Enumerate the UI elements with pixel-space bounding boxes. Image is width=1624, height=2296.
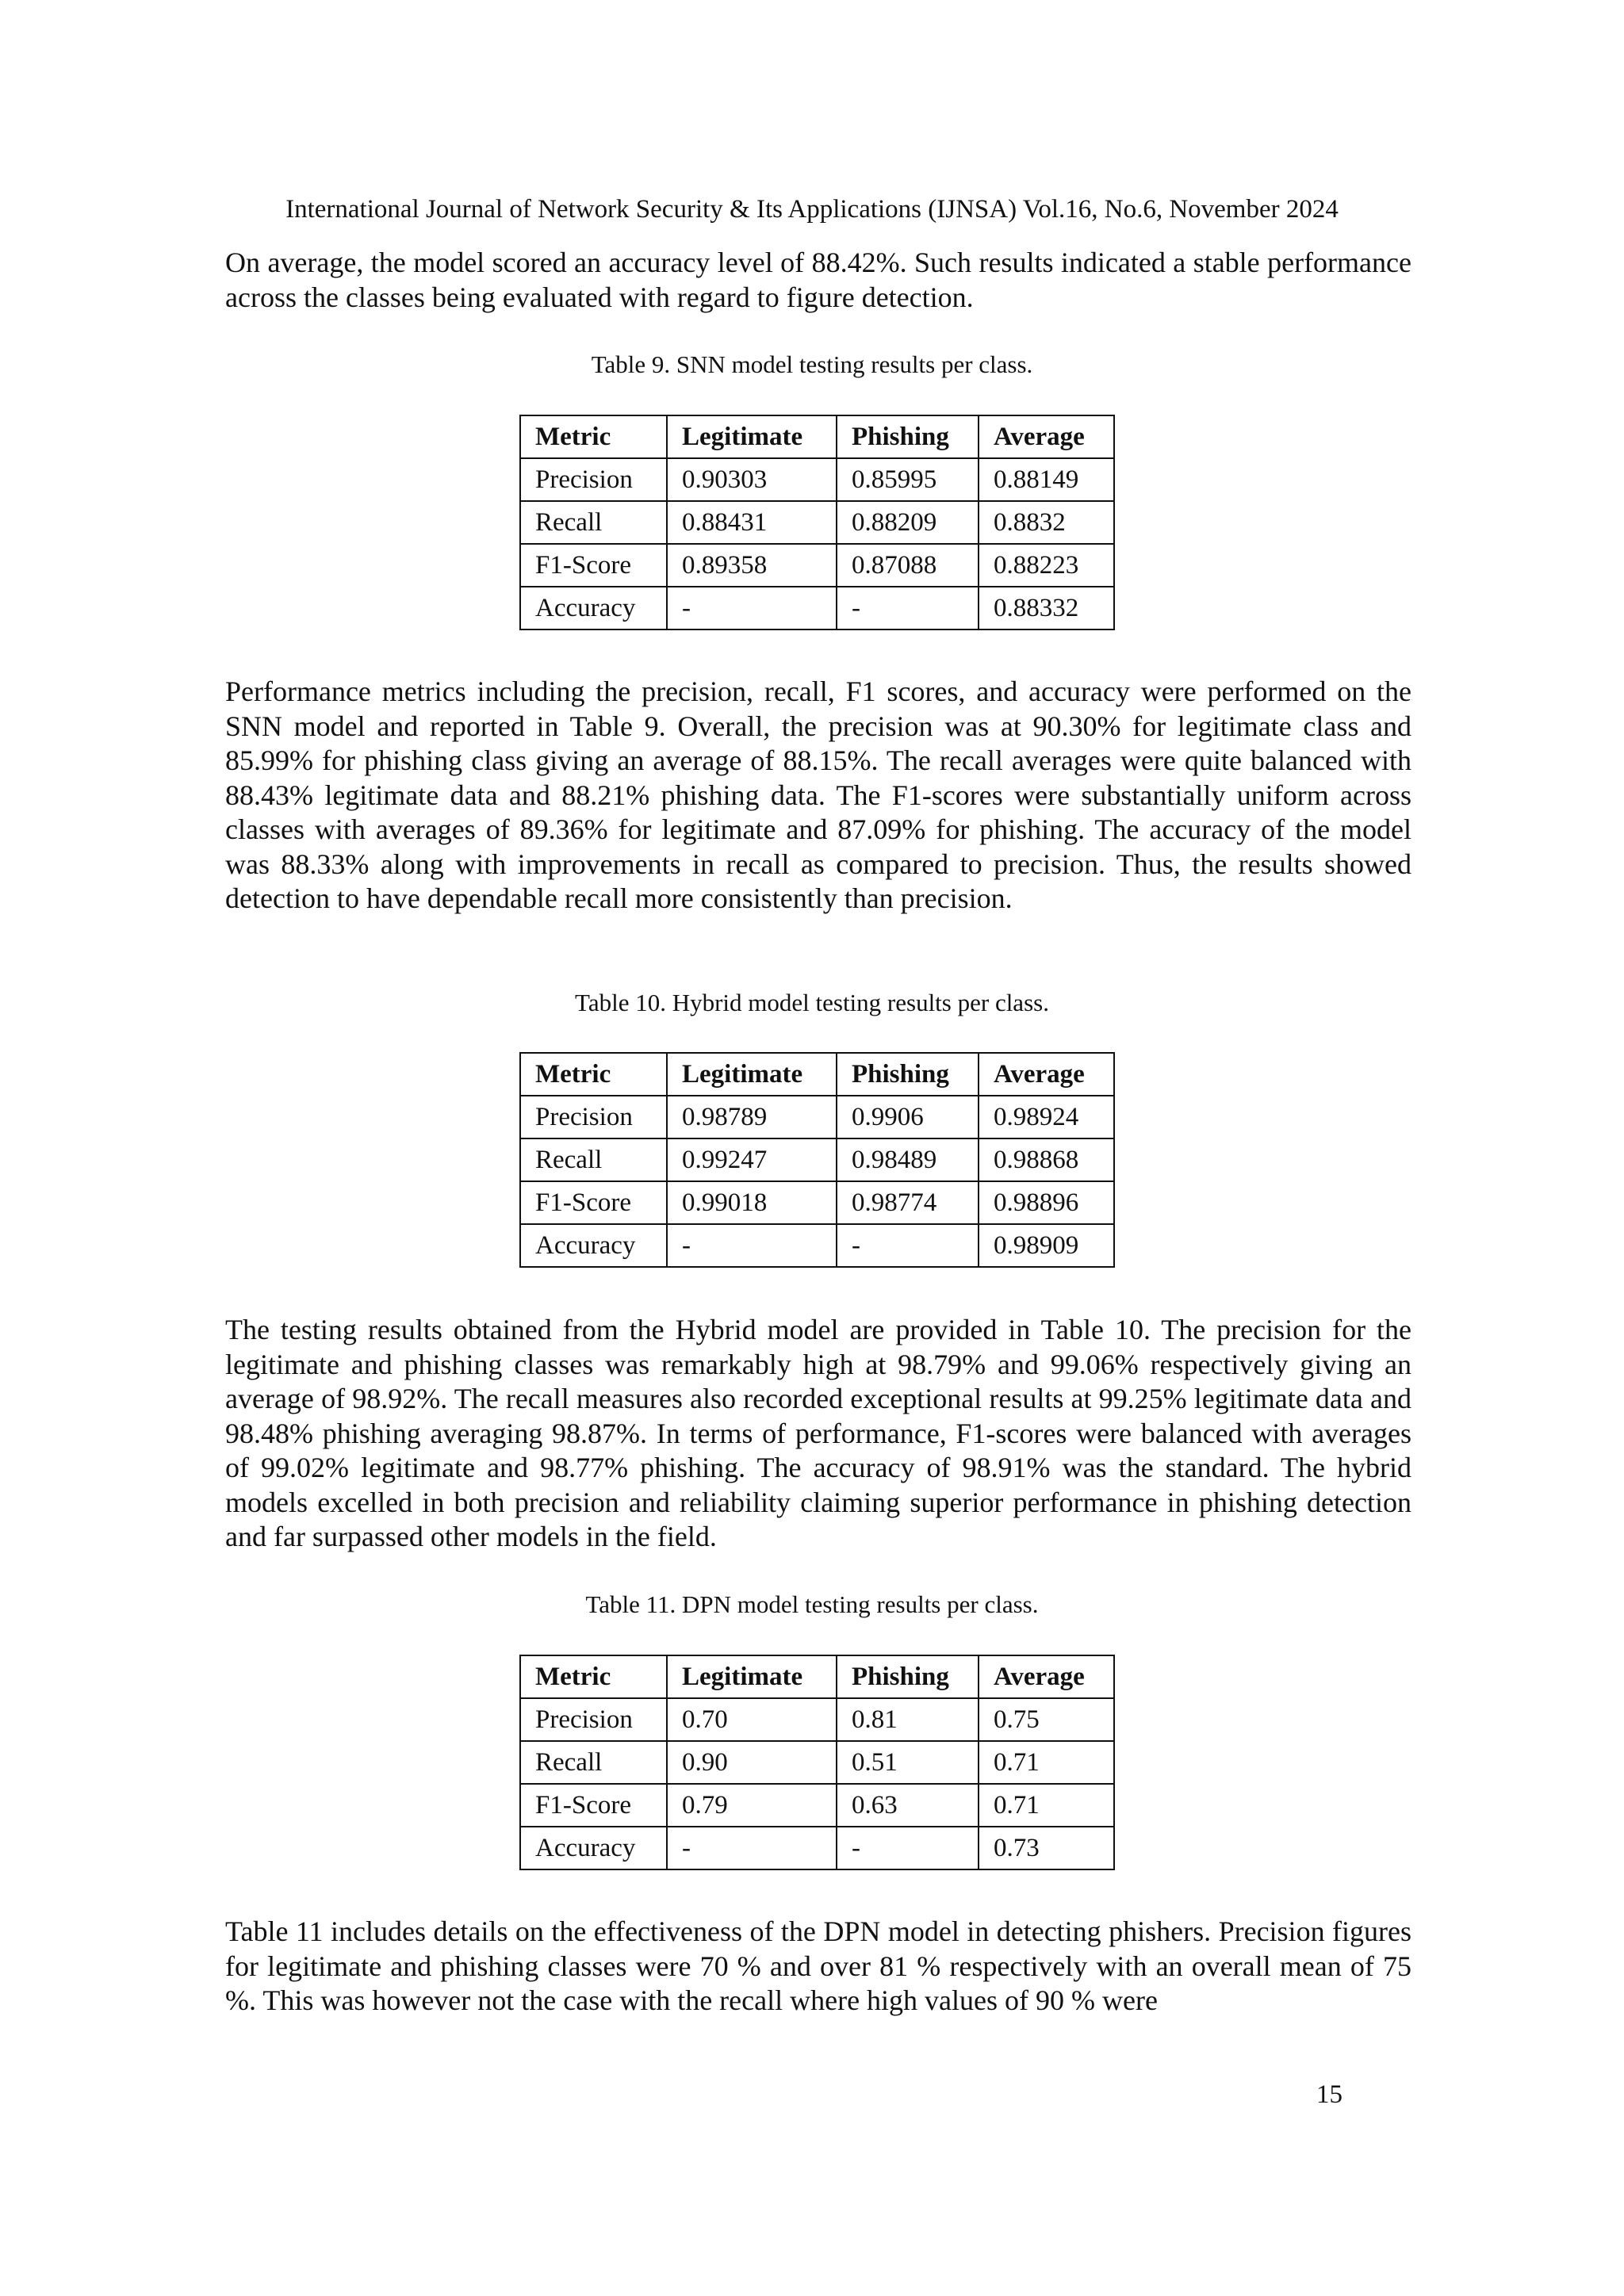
value-cell: 0.98774 <box>837 1181 979 1224</box>
table-9 <box>519 415 1115 630</box>
table-row <box>520 1138 1114 1181</box>
column-header: Phishing <box>837 1053 979 1096</box>
table-row <box>520 1827 1114 1869</box>
value-cell: 0.71 <box>979 1741 1114 1784</box>
table-header-row <box>520 415 1114 458</box>
value-cell: 0.88209 <box>837 501 979 544</box>
table-row <box>520 1096 1114 1138</box>
value-cell: 0.90303 <box>667 458 837 501</box>
column-header: Phishing <box>837 1655 979 1698</box>
metric-cell: F1-Score <box>520 544 667 587</box>
value-cell: 0.8832 <box>979 501 1114 544</box>
value-cell: 0.71 <box>979 1784 1114 1827</box>
value-cell: 0.87088 <box>837 544 979 587</box>
paragraph-dpn-discussion: Table 11 includes details on the effectiveness of the DPN model in detecting phishers. Precision figures for legitimate and phishing classes were 70 % and over 81 % respectively with an overall mean of 75 %. This was however not the case with the recall where high values of 90 % were <box>225 1915 1411 2016</box>
value-cell: 0.88431 <box>667 501 837 544</box>
metric-cell: Recall <box>520 1138 667 1181</box>
table-row <box>520 587 1114 629</box>
metric-cell: Precision <box>520 458 667 501</box>
value-cell: 0.98868 <box>979 1138 1114 1181</box>
table-9-caption: Table 9. SNN model testing results per class. <box>591 350 1033 378</box>
value-cell: 0.79 <box>667 1784 837 1827</box>
metric-cell: Recall <box>520 1741 667 1784</box>
value-cell: 0.81 <box>837 1698 979 1741</box>
metric-cell: Accuracy <box>520 1827 667 1869</box>
column-header: Average <box>979 1053 1114 1096</box>
value-cell: 0.88223 <box>979 544 1114 587</box>
value-cell: 0.51 <box>837 1741 979 1784</box>
value-cell: 0.99018 <box>667 1181 837 1224</box>
table-11-caption: Table 11. DPN model testing results per class. <box>585 1590 1039 1618</box>
column-header: Legitimate <box>667 1655 837 1698</box>
table-row <box>520 1698 1114 1741</box>
value-cell: - <box>837 1827 979 1869</box>
column-header: Metric <box>520 1053 667 1096</box>
value-cell: 0.98489 <box>837 1138 979 1181</box>
table-row <box>520 1224 1114 1267</box>
table-row <box>520 458 1114 501</box>
table-row <box>520 501 1114 544</box>
paragraph-intro: On average, the model scored an accuracy level of 88.42%. Such results indicated a stable performance across the classes being evaluated with regard to figure detection. <box>225 247 1411 313</box>
column-header: Legitimate <box>667 415 837 458</box>
table-row <box>520 1741 1114 1784</box>
value-cell: - <box>667 1827 837 1869</box>
metric-cell: F1-Score <box>520 1181 667 1224</box>
value-cell: - <box>667 587 837 629</box>
metric-cell: Recall <box>520 501 667 544</box>
value-cell: 0.98789 <box>667 1096 837 1138</box>
journal-header: International Journal of Network Security & Its Applications (IJNSA) Vol.16, No.6, November 2024 <box>285 195 1339 224</box>
value-cell: 0.88332 <box>979 587 1114 629</box>
value-cell: 0.85995 <box>837 458 979 501</box>
table-row <box>520 1181 1114 1224</box>
table-header-row <box>520 1053 1114 1096</box>
value-cell: - <box>837 587 979 629</box>
value-cell: 0.70 <box>667 1698 837 1741</box>
column-header: Average <box>979 1655 1114 1698</box>
metric-cell: Accuracy <box>520 1224 667 1267</box>
value-cell: 0.98896 <box>979 1181 1114 1224</box>
table-row <box>520 544 1114 587</box>
value-cell: 0.90 <box>667 1741 837 1784</box>
value-cell: 0.88149 <box>979 458 1114 501</box>
column-header: Legitimate <box>667 1053 837 1096</box>
value-cell: 0.98924 <box>979 1096 1114 1138</box>
value-cell: 0.98909 <box>979 1224 1114 1267</box>
value-cell: 0.89358 <box>667 544 837 587</box>
value-cell: 0.75 <box>979 1698 1114 1741</box>
metric-cell: Precision <box>520 1698 667 1741</box>
metric-cell: F1-Score <box>520 1784 667 1827</box>
paragraph-snn-discussion: Performance metrics including the precision, recall, F1 scores, and accuracy were performed on the SNN model and reported in Table 9. Overall, the precision was at 90.30% for legitimate class and 85.99% for phishing class giving an average of 88.15%. The recall averages were quite balanced with 88.43% legitimate data and 88.21% phishing data. The F1-scores were substantially uniform across classes with averages of 89.36% for legitimate and 87.09% for phishing. The accuracy of the model was 88.33% along with improvements in recall as compared to precision. Thus, the results showed detection to have dependable recall more consistently than precision. <box>225 675 1411 914</box>
table-11 <box>519 1655 1115 1870</box>
value-cell: 0.73 <box>979 1827 1114 1869</box>
column-header: Phishing <box>837 415 979 458</box>
value-cell: 0.99247 <box>667 1138 837 1181</box>
paragraph-hybrid-discussion: The testing results obtained from the Hybrid model are provided in Table 10. The precision for the legitimate and phishing classes was remarkably high at 98.79% and 99.06% respectively giving an average of 98.92%. The recall measures also recorded exceptional results at 99.25% legitimate data and 98.48% phishing averaging 98.87%. In terms of performance, F1-scores were balanced with averages of 99.02% legitimate and 98.77% phishing. The accuracy of 98.91% was the standard. The hybrid models excelled in both precision and reliability claiming superior performance in phishing detection and far surpassed other models in the field. <box>225 1314 1411 1552</box>
column-header: Metric <box>520 415 667 458</box>
table-10-caption: Table 10. Hybrid model testing results per class. <box>575 989 1049 1016</box>
column-header: Average <box>979 415 1114 458</box>
value-cell: - <box>667 1224 837 1267</box>
value-cell: 0.9906 <box>837 1096 979 1138</box>
value-cell: 0.63 <box>837 1784 979 1827</box>
table-header-row <box>520 1655 1114 1698</box>
table-10 <box>519 1052 1115 1268</box>
column-header: Metric <box>520 1655 667 1698</box>
value-cell: - <box>837 1224 979 1267</box>
table-row <box>520 1784 1114 1827</box>
metric-cell: Precision <box>520 1096 667 1138</box>
page-number: 15 <box>1316 2080 1342 2109</box>
metric-cell: Accuracy <box>520 587 667 629</box>
